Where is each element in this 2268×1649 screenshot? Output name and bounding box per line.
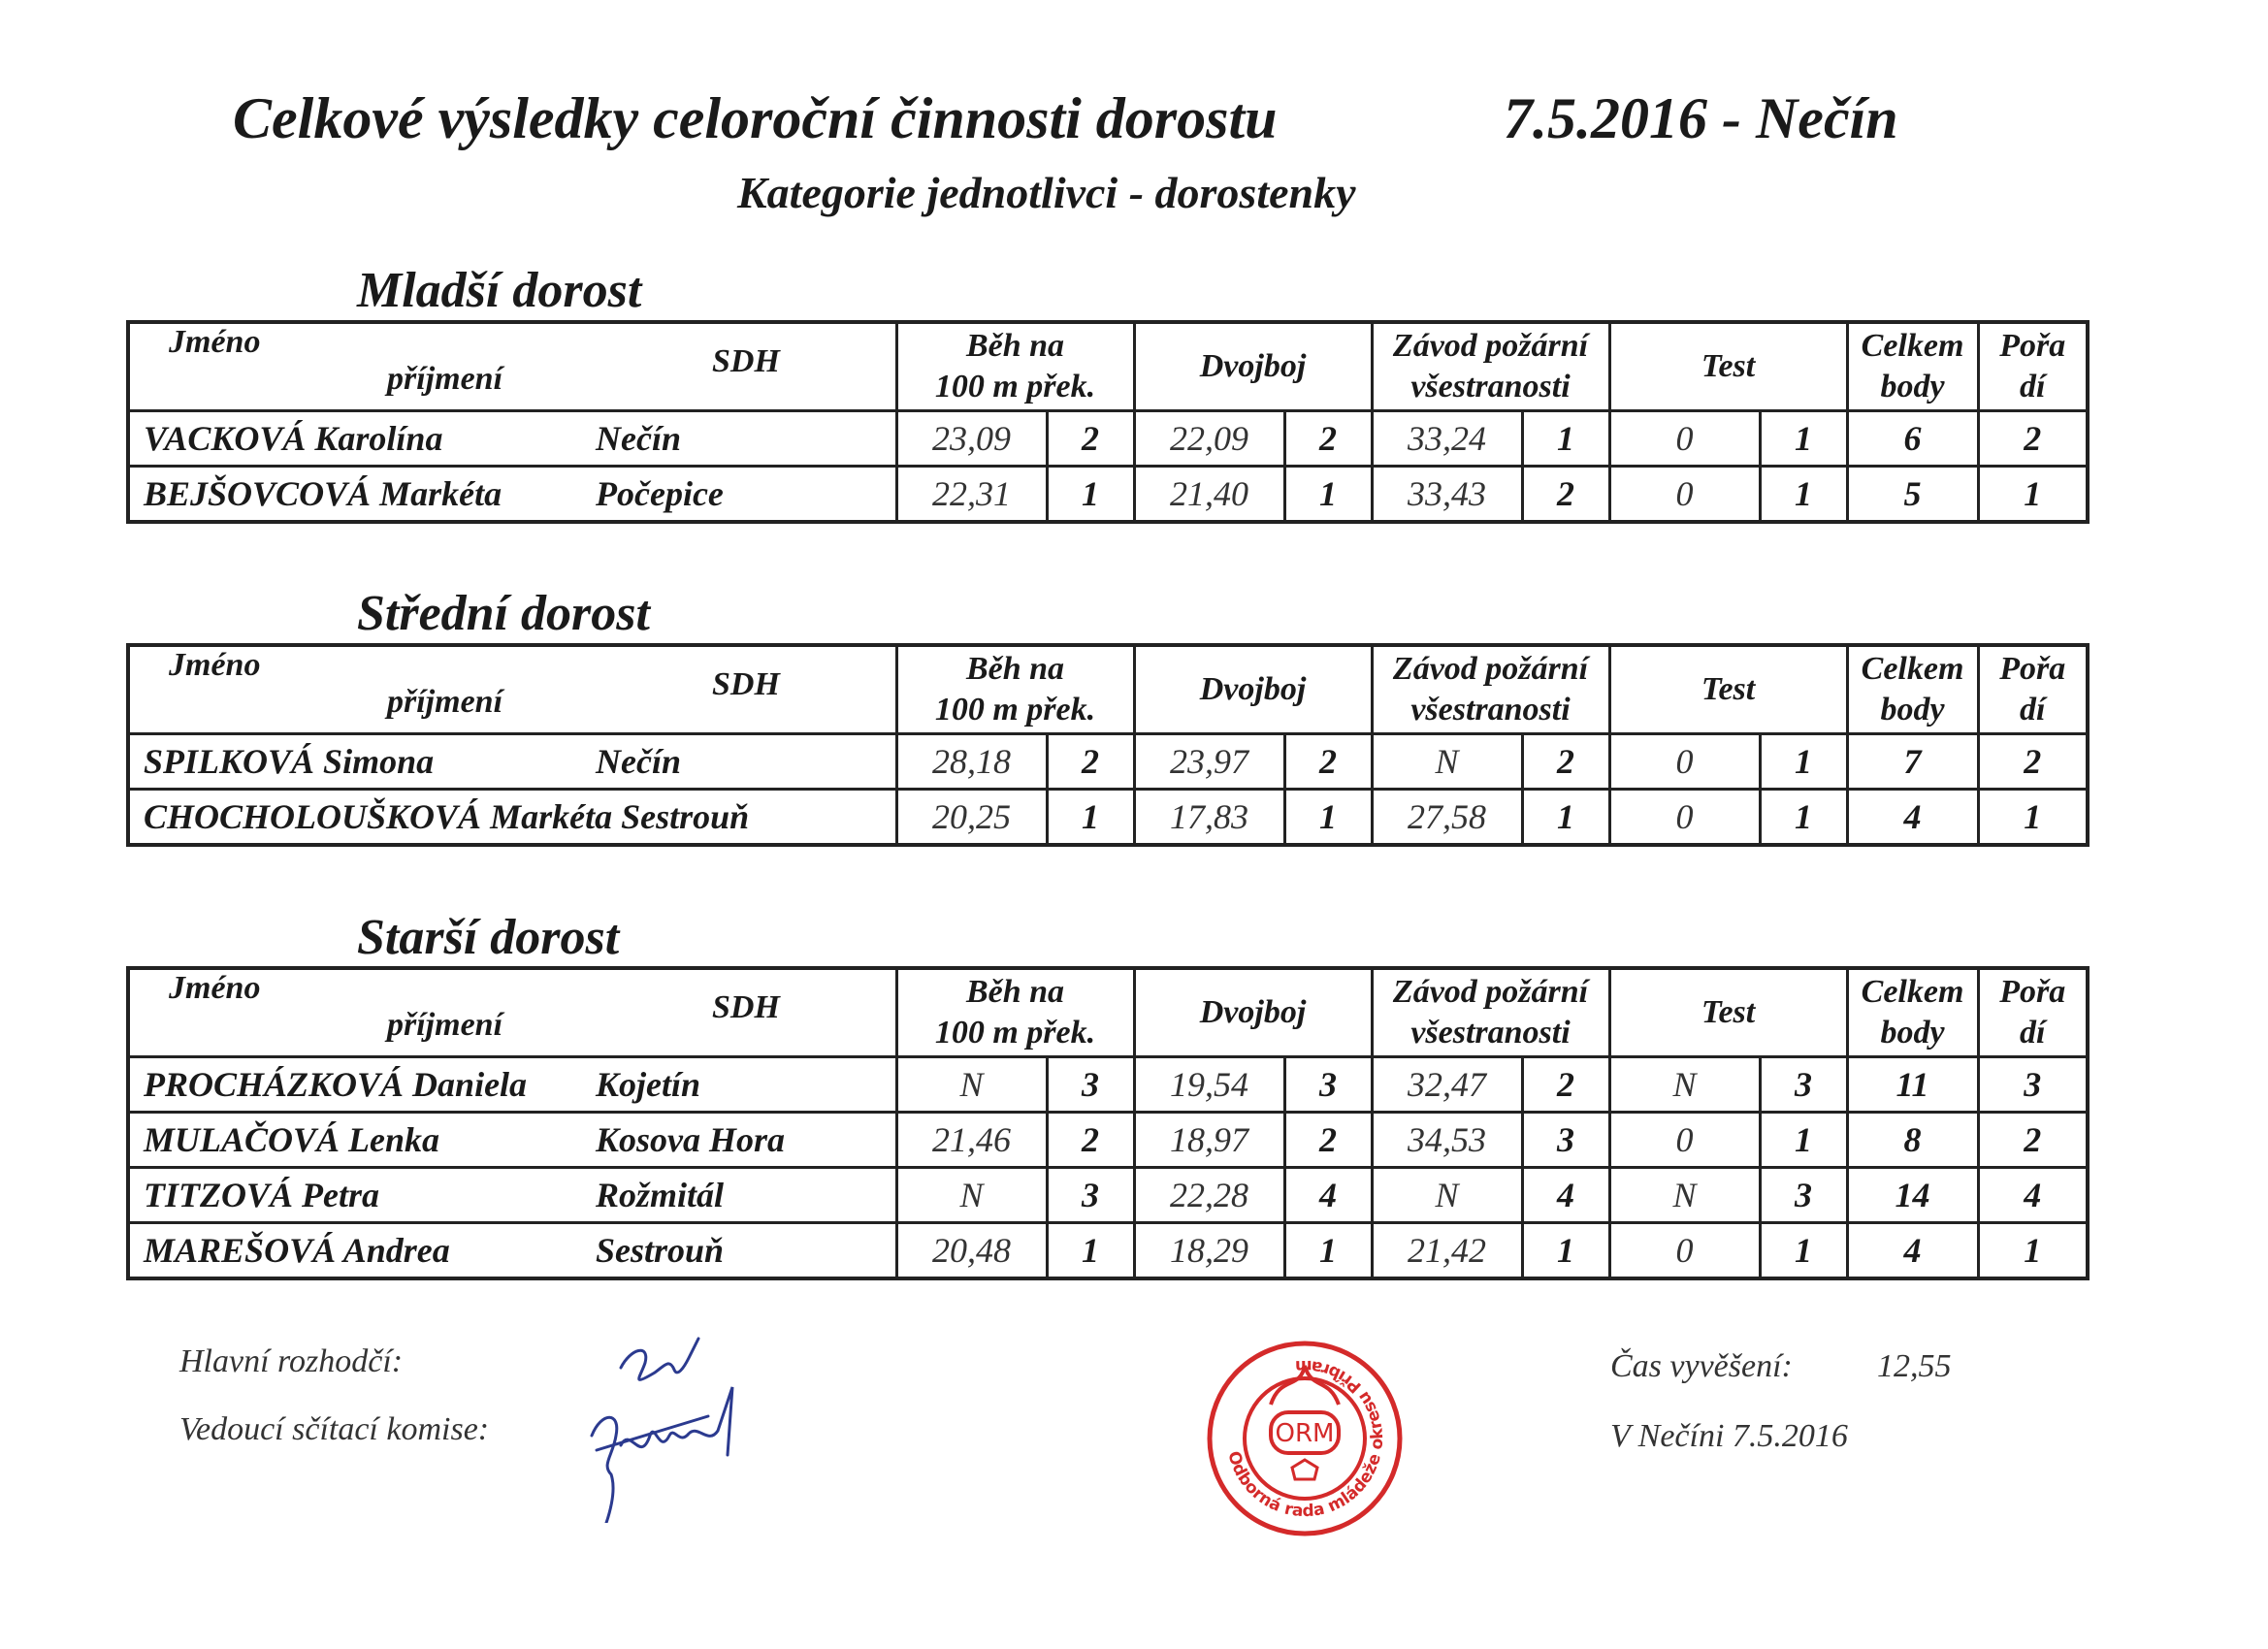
cell-test: 0: [1609, 790, 1760, 846]
cell-name: [128, 1168, 896, 1223]
cell-dvojboj-rank: 2: [1284, 1113, 1372, 1168]
table-row: [128, 1168, 2088, 1223]
table-row: [128, 467, 2088, 523]
cell-poradi: 1: [1978, 467, 2088, 523]
cell-dvojboj: 19,54: [1134, 1057, 1284, 1113]
header-prijmeni: příjmení: [387, 361, 503, 397]
header-beh: Běh na 100 m přek.: [896, 645, 1134, 734]
cell-test-rank: 1: [1760, 790, 1847, 846]
cell-dvojboj-rank: 1: [1284, 467, 1372, 523]
table-row: [128, 734, 2088, 790]
table-row: [128, 1113, 2088, 1168]
stamp-text: Odborná rada mládeže okresu Příbram: [1223, 1355, 1388, 1522]
results-table: [126, 643, 2090, 847]
section-heading-stredni: Střední dorost: [357, 586, 650, 641]
header-test: Test: [1609, 645, 1847, 734]
cell-celkem: 7: [1847, 734, 1978, 790]
cell-dvojboj-rank: 1: [1284, 1223, 1372, 1279]
cell-dvojboj-rank: 3: [1284, 1057, 1372, 1113]
cell-beh-rank: 1: [1047, 467, 1134, 523]
header-jmeno: Jméno: [169, 324, 261, 360]
cell-beh: 22,31: [896, 467, 1047, 523]
title-date-place: 7.5.2016 - Nečín: [1504, 86, 1898, 150]
cell-test: 0: [1609, 1113, 1760, 1168]
header-poradi: Pořa dí: [1978, 645, 2088, 734]
cell-test-rank: 1: [1760, 1113, 1847, 1168]
cell-dvojboj-rank: 2: [1284, 734, 1372, 790]
cell-zavod-rank: 1: [1522, 790, 1609, 846]
competitor-sdh: Kosova Hora: [596, 1120, 786, 1159]
table-header-row: [128, 645, 2088, 734]
committee-label: Vedoucí sčítací komise:: [179, 1411, 490, 1447]
cell-dvojboj-rank: 2: [1284, 411, 1372, 467]
cell-name: [128, 467, 896, 523]
table-row: [128, 1057, 2088, 1113]
table-row: [128, 1223, 2088, 1279]
cell-test-rank: 3: [1760, 1057, 1847, 1113]
section-heading-mladsi: Mladší dorost: [357, 263, 642, 318]
cell-dvojboj: 21,40: [1134, 467, 1284, 523]
competitor-name: MULAČOVÁ Lenka: [144, 1120, 440, 1159]
competitor-name: BEJŠOVCOVÁ Markéta: [144, 474, 502, 513]
header-zavod: Závod požární všestranosti: [1372, 322, 1609, 411]
header-celkem: Celkem body: [1847, 322, 1978, 411]
header-zavod: Závod požární všestranosti: [1372, 968, 1609, 1057]
header-poradi: Pořa dí: [1978, 968, 2088, 1057]
cell-beh-rank: 2: [1047, 734, 1134, 790]
cell-dvojboj-rank: 1: [1284, 790, 1372, 846]
cell-celkem: 8: [1847, 1113, 1978, 1168]
table-row: [128, 790, 2088, 846]
competitor-sdh: Nečín: [596, 742, 681, 781]
header-dvojboj: Dvojboj: [1134, 968, 1372, 1057]
header-sdh: SDH: [712, 666, 780, 702]
cell-zavod-rank: 1: [1522, 1223, 1609, 1279]
header-name: [128, 968, 896, 1057]
cell-dvojboj: 17,83: [1134, 790, 1284, 846]
competitor-sdh: Sestrouň: [596, 1231, 725, 1270]
header-prijmeni: příjmení: [387, 684, 503, 720]
header-jmeno: Jméno: [169, 970, 261, 1006]
stamp-logo: ORM: [1275, 1419, 1335, 1448]
header-test: Test: [1609, 322, 1847, 411]
cell-poradi: 2: [1978, 411, 2088, 467]
cell-celkem: 5: [1847, 467, 1978, 523]
page-subtitle: Kategorie jednotlivci - dorostenky: [737, 168, 1356, 217]
cell-celkem: 14: [1847, 1168, 1978, 1223]
cell-dvojboj: 18,29: [1134, 1223, 1284, 1279]
cell-zavod: 33,24: [1372, 411, 1522, 467]
cell-celkem: 11: [1847, 1057, 1978, 1113]
cell-name: [128, 734, 896, 790]
competitor-sdh: Kojetín: [596, 1065, 701, 1104]
competitor-sdh: Rožmitál: [596, 1176, 725, 1214]
cell-test: 0: [1609, 411, 1760, 467]
cell-test-rank: 1: [1760, 734, 1847, 790]
cell-zavod: 33,43: [1372, 467, 1522, 523]
table-header-row: [128, 322, 2088, 411]
competitor-name: SPILKOVÁ Simona: [144, 742, 435, 781]
cell-poradi: 2: [1978, 734, 2088, 790]
cell-beh: 28,18: [896, 734, 1047, 790]
cell-test-rank: 3: [1760, 1168, 1847, 1223]
competitor-name: PROCHÁZKOVÁ Daniela: [144, 1065, 528, 1104]
cell-test: 0: [1609, 467, 1760, 523]
header-jmeno: Jméno: [169, 647, 261, 683]
cell-beh: N: [896, 1057, 1047, 1113]
place-date: V Nečíni 7.5.2016: [1610, 1418, 1848, 1454]
cell-zavod: 27,58: [1372, 790, 1522, 846]
header-beh: Běh na 100 m přek.: [896, 322, 1134, 411]
results-table: [126, 966, 2090, 1280]
cell-zavod-rank: 4: [1522, 1168, 1609, 1223]
cell-test: 0: [1609, 1223, 1760, 1279]
cell-celkem: 4: [1847, 790, 1978, 846]
competitor-name: CHOCHOLOUŠKOVÁ Markéta Sestrouň: [144, 797, 750, 836]
cell-test: N: [1609, 1168, 1760, 1223]
cell-beh-rank: 3: [1047, 1168, 1134, 1223]
cell-beh: 21,46: [896, 1113, 1047, 1168]
stamp-icon: [1203, 1337, 1407, 1540]
page-title: [233, 85, 1979, 152]
cell-zavod-rank: 2: [1522, 467, 1609, 523]
header-test: Test: [1609, 968, 1847, 1057]
cell-test-rank: 1: [1760, 467, 1847, 523]
cell-poradi: 1: [1978, 1223, 2088, 1279]
section-heading-starsi: Starší dorost: [357, 910, 620, 965]
cell-dvojboj-rank: 4: [1284, 1168, 1372, 1223]
cell-name: [128, 411, 896, 467]
cell-dvojboj: 23,97: [1134, 734, 1284, 790]
competitor-name: MAREŠOVÁ Andrea: [144, 1231, 450, 1270]
header-dvojboj: Dvojboj: [1134, 645, 1372, 734]
cell-zavod-rank: 1: [1522, 411, 1609, 467]
cell-beh: N: [896, 1168, 1047, 1223]
header-sdh: SDH: [712, 343, 780, 379]
header-prijmeni: příjmení: [387, 1007, 503, 1043]
header-zavod: Závod požární všestranosti: [1372, 645, 1609, 734]
cell-zavod-rank: 3: [1522, 1113, 1609, 1168]
cell-celkem: 6: [1847, 411, 1978, 467]
cell-beh-rank: 2: [1047, 1113, 1134, 1168]
cell-beh-rank: 2: [1047, 411, 1134, 467]
table-row: [128, 411, 2088, 467]
cell-dvojboj: 22,28: [1134, 1168, 1284, 1223]
cell-zavod: 34,53: [1372, 1113, 1522, 1168]
results-table: [126, 320, 2090, 524]
cell-test-rank: 1: [1760, 411, 1847, 467]
header-beh: Běh na 100 m přek.: [896, 968, 1134, 1057]
cell-poradi: 3: [1978, 1057, 2088, 1113]
competitor-sdh: Počepice: [596, 474, 724, 513]
cell-test: N: [1609, 1057, 1760, 1113]
cell-name: [128, 1057, 896, 1113]
cell-beh-rank: 1: [1047, 1223, 1134, 1279]
cell-beh-rank: 1: [1047, 790, 1134, 846]
competitor-sdh: Nečín: [596, 419, 681, 458]
cell-beh: 20,25: [896, 790, 1047, 846]
posted-time: 12,55: [1877, 1348, 1952, 1384]
cell-dvojboj: 18,97: [1134, 1113, 1284, 1168]
cell-poradi: 2: [1978, 1113, 2088, 1168]
cell-name: [128, 790, 896, 846]
cell-zavod-rank: 2: [1522, 1057, 1609, 1113]
header-sdh: SDH: [712, 989, 780, 1025]
cell-poradi: 4: [1978, 1168, 2088, 1223]
cell-zavod: N: [1372, 1168, 1522, 1223]
cell-beh: 20,48: [896, 1223, 1047, 1279]
competitor-name: VACKOVÁ Karolína: [144, 419, 443, 458]
table-header-row: [128, 968, 2088, 1057]
referee-label: Hlavní rozhodčí:: [179, 1343, 404, 1379]
cell-celkem: 4: [1847, 1223, 1978, 1279]
cell-beh-rank: 3: [1047, 1057, 1134, 1113]
header-celkem: Celkem body: [1847, 645, 1978, 734]
header-name: [128, 645, 896, 734]
header-poradi: Pořa dí: [1978, 322, 2088, 411]
header-celkem: Celkem body: [1847, 968, 1978, 1057]
cell-zavod: 21,42: [1372, 1223, 1522, 1279]
cell-poradi: 1: [1978, 790, 2088, 846]
cell-test: 0: [1609, 734, 1760, 790]
cell-zavod-rank: 2: [1522, 734, 1609, 790]
cell-zavod: N: [1372, 734, 1522, 790]
signature-icon: [563, 1319, 795, 1523]
cell-beh: 23,09: [896, 411, 1047, 467]
cell-dvojboj: 22,09: [1134, 411, 1284, 467]
header-dvojboj: Dvojboj: [1134, 322, 1372, 411]
cell-name: [128, 1223, 896, 1279]
header-name: [128, 322, 896, 411]
title-text: Celkové výsledky celoroční činnosti dorostu: [233, 86, 1278, 150]
cell-test-rank: 1: [1760, 1223, 1847, 1279]
cell-name: [128, 1113, 896, 1168]
competitor-name: TITZOVÁ Petra: [144, 1176, 379, 1214]
cell-zavod: 32,47: [1372, 1057, 1522, 1113]
posted-label: Čas vyvěšení:: [1610, 1348, 1793, 1384]
